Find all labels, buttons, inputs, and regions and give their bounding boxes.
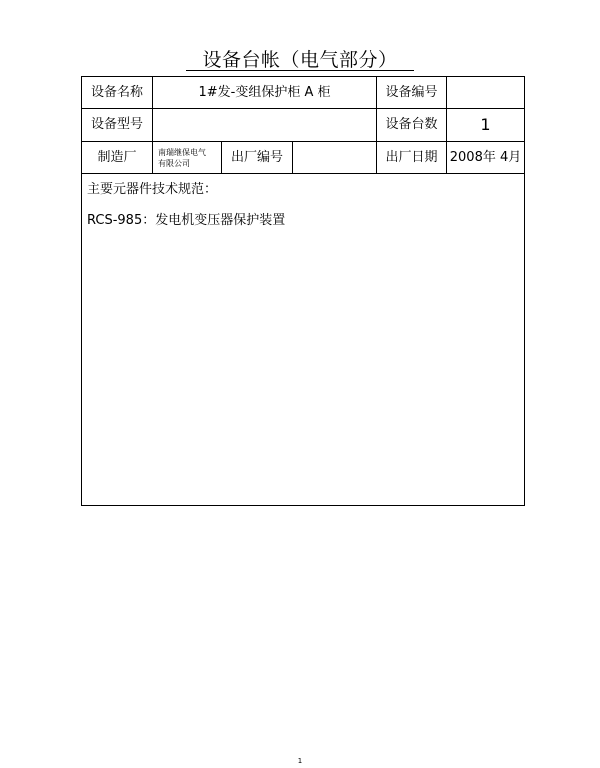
equipment-ledger-table: [81, 76, 525, 506]
device-name-value: 1#发-变组保护柜 A 柜: [198, 84, 331, 100]
device-count-label: 设备台数: [385, 117, 438, 132]
factory-date-value: 2008年 4月: [449, 149, 522, 165]
specification-item: RCS-985：发电机变压器保护装置: [87, 213, 286, 228]
manufacturer-value: [153, 142, 221, 173]
title-underline: [186, 70, 414, 71]
manufacturer-name-line-2: 有限公司: [158, 158, 190, 168]
factory-date-label: 出厂日期: [385, 149, 438, 165]
document-title: 设备台帐（电气部分）: [202, 49, 398, 71]
factory-number-value: [293, 142, 376, 173]
device-count-value: 1: [480, 115, 491, 134]
page-number: 1: [297, 757, 303, 765]
factory-number-label: 出厂编号: [230, 149, 283, 165]
device-model-value: [153, 109, 376, 141]
manufacturer-label: 制造厂: [97, 149, 137, 165]
device-number-label: 设备编号: [385, 84, 438, 100]
specification-heading: 主要元器件技术规范：: [87, 182, 218, 197]
manufacturer-name-line-1: 南瑞继保电气: [158, 147, 206, 157]
device-name-label: 设备名称: [90, 84, 143, 100]
device-model-label: 设备型号: [90, 117, 143, 132]
device-number-value: [447, 77, 524, 108]
row-divider: [82, 173, 524, 174]
